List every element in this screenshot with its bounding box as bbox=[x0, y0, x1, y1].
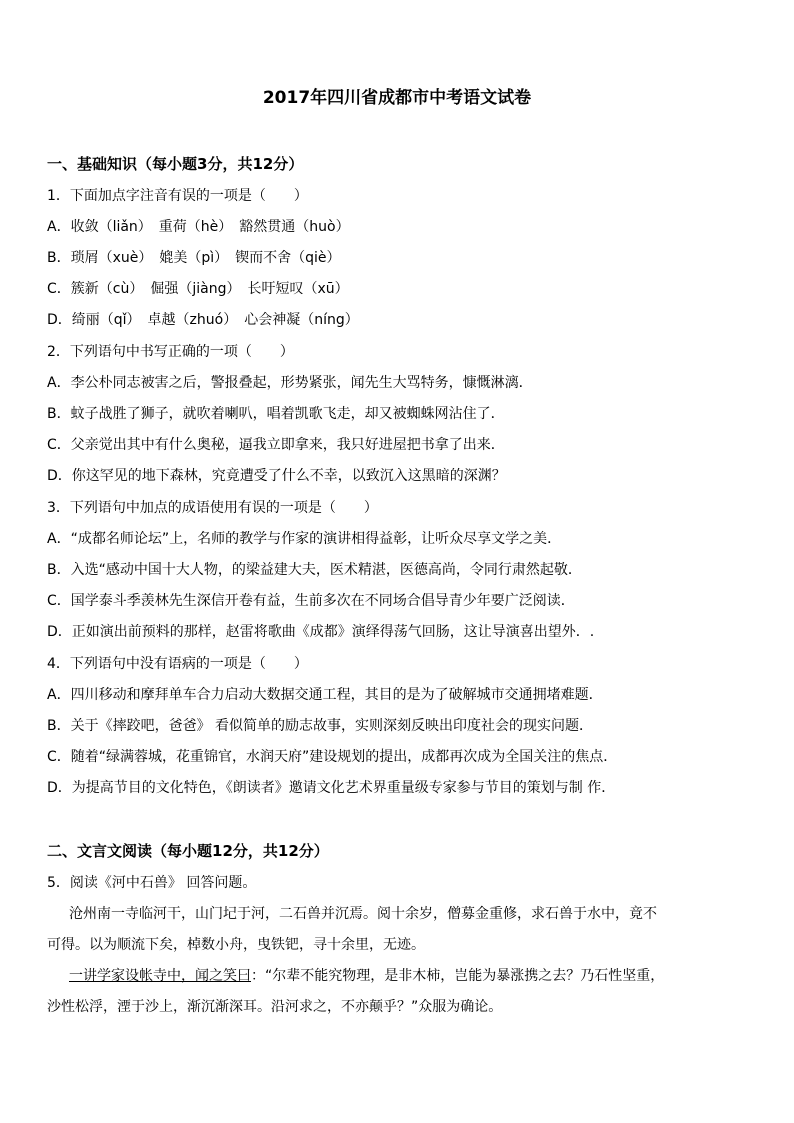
question-4-option-b: B．关于《摔跤吧，爸爸》 看似简单的励志故事，实则深刻反映出印度社会的现实问题． bbox=[47, 718, 594, 734]
question-3-option-c: C．国学泰斗季羡林先生深信开卷有益，生前多次在不同场合倡导青少年要广泛阅读． bbox=[47, 593, 575, 609]
question-3-stem: 3．下列语句中加点的成语使用有误的一项是（ ） bbox=[47, 500, 378, 516]
question-2-option-c: C．父亲觉出其中有什么奥秘，逼我立即拿来，我只好进屋把书拿了出来． bbox=[47, 437, 505, 453]
question-3-option-d: D．正如演出前预料的那样，赵雷将歌曲《成都》演绎得荡气回肠，这让导演喜出望外．. bbox=[47, 624, 595, 640]
question-1-option-b: B．琐屑（xuè） 媲美（pì） 锲而不舍（qiè） bbox=[47, 250, 341, 266]
section-2-heading: 二、文言文阅读（每小题12分，共12分） bbox=[47, 842, 329, 860]
question-2-stem: 2．下列语句中书写正确的一项（ ） bbox=[47, 344, 294, 360]
question-4-option-d: D．为提高节目的文化特色，《朗读者》邀请文化艺术界重量级专家参与节目的策划与制 作． bbox=[47, 780, 616, 796]
passage-paragraph-1-line-2: 可得。以为顺流下矣，棹数小舟，曳铁钯，寻十余里，无迹。 bbox=[47, 937, 425, 953]
passage-paragraph-2-line-1 bbox=[69, 966, 664, 986]
passage-paragraph-2-line-2: 沙性松浮，湮于沙上，渐沉渐深耳。沿河求之，不亦颠乎？”众服为确论。 bbox=[47, 999, 503, 1015]
question-3-option-b: B．入选“感动中国十大人物，的梁益建大夫，医术精湛，医德高尚，令同行肃然起敬． bbox=[47, 562, 582, 578]
question-1-option-c: C．簇新（cù） 倔强（jiàng） 长吁短叹（xū） bbox=[47, 281, 349, 297]
question-3-option-a: A．“成都名师论坛”上，名师的教学与作家的演讲相得益彰，让听众尽享文学之美． bbox=[47, 531, 562, 547]
section-1-heading: 一、基础知识（每小题3分，共12分） bbox=[47, 155, 304, 173]
passage-paragraph-1-line-1: 沧州南一寺临河干，山门圮于河，二石兽并沉焉。阅十余岁，僧募金重修，求石兽于水中，竟不 bbox=[69, 906, 657, 922]
question-2-option-d: D．你这罕见的地下森林，究竟遭受了什么不幸，以致沉入这黑暗的深渊？ bbox=[47, 468, 506, 484]
question-4-stem: 4．下列语句中没有语病的一项是（ ） bbox=[47, 656, 308, 672]
question-2-option-a: A．李公朴同志被害之后，警报叠起，形势紧张，闻先生大骂特务，慷慨淋漓． bbox=[47, 375, 533, 391]
paragraph-2-line-1-rest: ：“尔辈不能究物理，是非木柿，岂能为暴涨携之去？乃石性坚重， bbox=[251, 968, 665, 984]
question-4-option-a: A．四川移动和摩拜单车合力启动大数据交通工程，其目的是为了破解城市交通拥堵难题． bbox=[47, 687, 603, 703]
question-5-stem: 5．阅读《河中石兽》 回答问题。 bbox=[47, 875, 257, 891]
question-1-stem: 1．下面加点字注音有误的一项是（ ） bbox=[47, 188, 308, 204]
underlined-sentence: 一讲学家设帐寺中，闻之笑曰 bbox=[69, 968, 251, 984]
question-4-option-c: C．随着“绿满蓉城，花重锦官，水润天府”建设规划的提出，成都再次成为全国关注的焦点． bbox=[47, 749, 618, 765]
question-1-option-a: A．收敛（liǎn） 重荷（hè） 豁然贯通（huò） bbox=[47, 219, 350, 235]
question-1-option-d: D．绮丽（qǐ） 卓越（zhuó） 心会神凝（níng） bbox=[47, 312, 359, 328]
page-title: 2017年四川省成都市中考语文试卷 bbox=[262, 88, 532, 108]
question-2-option-b: B．蚊子战胜了狮子，就吹着喇叭，唱着凯歌飞走，却又被蜘蛛网沾住了． bbox=[47, 406, 505, 422]
